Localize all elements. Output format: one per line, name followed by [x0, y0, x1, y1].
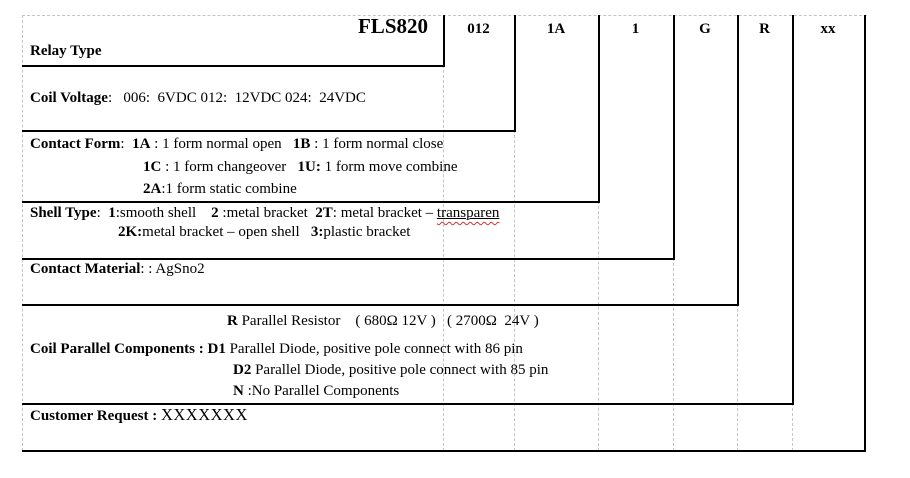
rule-contact-form: [22, 201, 600, 203]
shell-type-line-2: 2K:metal bracket – open shell 3:plastic bracket: [118, 224, 411, 240]
grid-col-contact-material: [673, 258, 674, 451]
coil-parallel-resistor-line: R Parallel Resistor ( 680Ω 12V ) ( 2700Ω 24V ): [227, 313, 539, 329]
coil-parallel-n-line: N :No Parallel Components: [233, 383, 400, 399]
coil-voltage-line: Coil Voltage: 006: 6VDC 012: 12VDC 024: 24VDC: [30, 90, 366, 106]
rule-contact-material: [22, 304, 739, 306]
code-coil-voltage: 012: [467, 21, 490, 37]
divider-right-edge: [864, 15, 866, 452]
code-customer-request: xx: [820, 21, 836, 37]
model-code: FLS820: [357, 14, 428, 38]
code-contact-material: G: [699, 21, 711, 37]
contact-form-line-2: 1C : 1 form changeover 1U: 1 form move combine: [143, 159, 458, 175]
grid-col-customer-request: [792, 403, 793, 451]
rule-coil-parallel: [22, 403, 794, 405]
divider-coil-parallel-customer-request: [792, 15, 794, 405]
divider-contact-material-coil-parallel: [737, 15, 739, 306]
code-shell-type: 1: [631, 21, 640, 37]
grid-col-shell-type: [598, 201, 599, 451]
customer-request-line: Customer Request : XXXXXXX: [30, 405, 248, 424]
rule-coil-voltage: [22, 130, 516, 132]
grid-col-coil-parallel: [737, 304, 738, 451]
divider-contact-form-shell-type: [598, 15, 600, 203]
rule-bottom: [22, 450, 866, 452]
contact-form-line-3: 2A:1 form static combine: [143, 181, 297, 197]
relay-type-label: Relay Type: [30, 43, 102, 59]
contact-material-line: Contact Material: : AgSno2: [30, 261, 205, 277]
rule-relay-type: [22, 65, 445, 67]
grid-left-border: [22, 15, 23, 451]
contact-form-line-1: Contact Form: 1A : 1 form normal open 1B : 1 form normal close: [30, 136, 444, 152]
coil-parallel-label-line: Coil Parallel Components : D1 Parallel Diode, positive pole connect with 86 pin: [30, 341, 523, 357]
code-contact-form: 1A: [546, 21, 566, 37]
code-coil-parallel: R: [759, 21, 770, 37]
coil-parallel-d2-line: D2 Parallel Diode, positive pole connect with 85 pin: [233, 362, 549, 378]
divider-shell-type-contact-material: [673, 15, 675, 260]
rule-shell-type: [22, 258, 675, 260]
shell-type-line-1: Shell Type: 1:smooth shell 2 :metal bracket 2T: metal bracket – transparen: [30, 205, 500, 221]
